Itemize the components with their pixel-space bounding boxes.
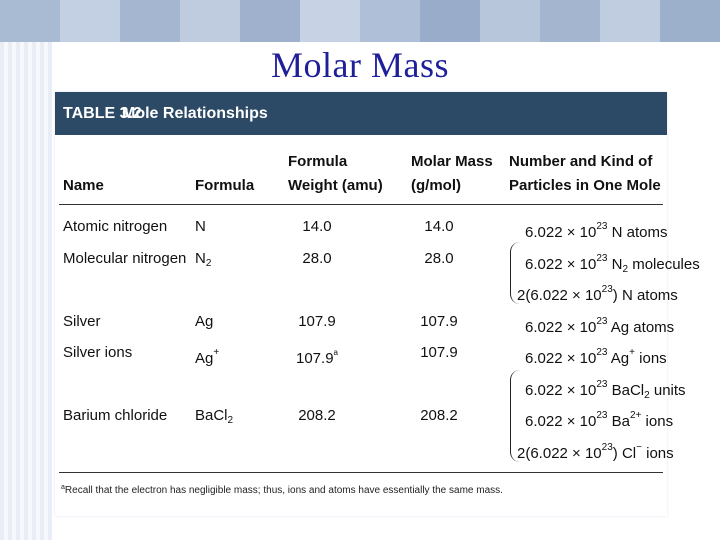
table-footnote: $^a$Recall that the electron has negligible mass; thus, ions and atoms have essentially the same mass. <box>61 484 503 496</box>
particles-entry: $2(6.022 \times 10^{23})$ N atoms <box>517 284 678 304</box>
header-particles-line1: Number and Kind of <box>509 153 653 170</box>
row-molar-mass: 208.2 <box>420 407 458 424</box>
row-molar-mass: 14.0 <box>424 218 454 235</box>
particles-entry: $6.022 \times 10^{23}$ N atoms <box>525 221 668 241</box>
header-rule <box>59 204 663 205</box>
row-formula: Ag+ <box>195 347 220 367</box>
row-name: Atomic nitrogen <box>63 218 168 235</box>
header-bar-segment <box>60 0 120 42</box>
row-weight: 107.9 <box>298 313 336 330</box>
row-molar-mass: 107.9 <box>420 313 458 330</box>
row-weight: 208.2 <box>298 407 336 424</box>
header-name: Name <box>63 177 104 194</box>
header-bar-segment <box>540 0 600 42</box>
table-number: TABLE 3.2 <box>63 105 142 122</box>
row-name: Molecular nitrogen <box>63 250 187 267</box>
row-molar-mass: 107.9 <box>420 344 458 361</box>
table-figure <box>55 92 700 516</box>
particles-entry: $6.022 \times 10^{23}$ BaCl$_2$ units <box>525 379 686 401</box>
header-bar-segment <box>180 0 240 42</box>
row-name: Silver <box>63 313 101 330</box>
header-particles-line2: Particles in One Mole <box>509 177 661 194</box>
particles-entry: $6.022 \times 10^{23}$ Ag atoms <box>525 316 675 336</box>
row-formula: $N_2$ <box>195 250 212 269</box>
row-name: Silver ions <box>63 344 133 361</box>
particles-entry: $6.022 \times 10^{23}$ $N_2$ molecules <box>525 253 700 275</box>
row-formula: Ag <box>195 313 214 330</box>
header-bar-segment <box>0 0 60 42</box>
particles-entry: $6.022 \times 10^{23}$ $Ba^{2+}$ ions <box>525 410 674 430</box>
table-caption <box>55 92 667 135</box>
particles-entry: $6.022 \times 10^{23}$ Ag+ ions <box>525 347 667 367</box>
row-weight: 107.9$^a$ <box>296 348 338 367</box>
header-bar-segment <box>240 0 300 42</box>
header-formula: Formula <box>195 177 255 194</box>
header-weight-line2: Weight (amu) <box>288 177 383 194</box>
row-weight: 14.0 <box>302 218 332 235</box>
header-bar-segment <box>480 0 540 42</box>
particles-entry: $2(6.022 \times 10^{23})$ Cl− ions <box>517 442 674 462</box>
row-name: Barium chloride <box>63 407 168 424</box>
header-bar-segment <box>360 0 420 42</box>
table-title: Mole Relationships <box>122 105 268 122</box>
header-bar-segment <box>600 0 660 42</box>
row-weight: 28.0 <box>302 250 332 267</box>
header-bar-segment <box>420 0 480 42</box>
bottom-rule <box>59 472 663 473</box>
header-bar-segment <box>660 0 720 42</box>
header-molar-mass-line1: Molar Mass <box>411 153 493 170</box>
slide-title: Molar Mass <box>271 45 449 85</box>
header-bar-segment <box>300 0 360 42</box>
decorative-header-bar <box>0 0 720 42</box>
header-weight-line1: Formula <box>288 153 348 170</box>
row-formula: BaCl$_2$ <box>195 407 234 426</box>
decorative-left-band <box>0 42 52 540</box>
header-bar-segment <box>120 0 180 42</box>
header-molar-mass-line2: (g/mol) <box>411 177 461 194</box>
row-molar-mass: 28.0 <box>424 250 454 267</box>
row-formula: N <box>195 218 206 235</box>
